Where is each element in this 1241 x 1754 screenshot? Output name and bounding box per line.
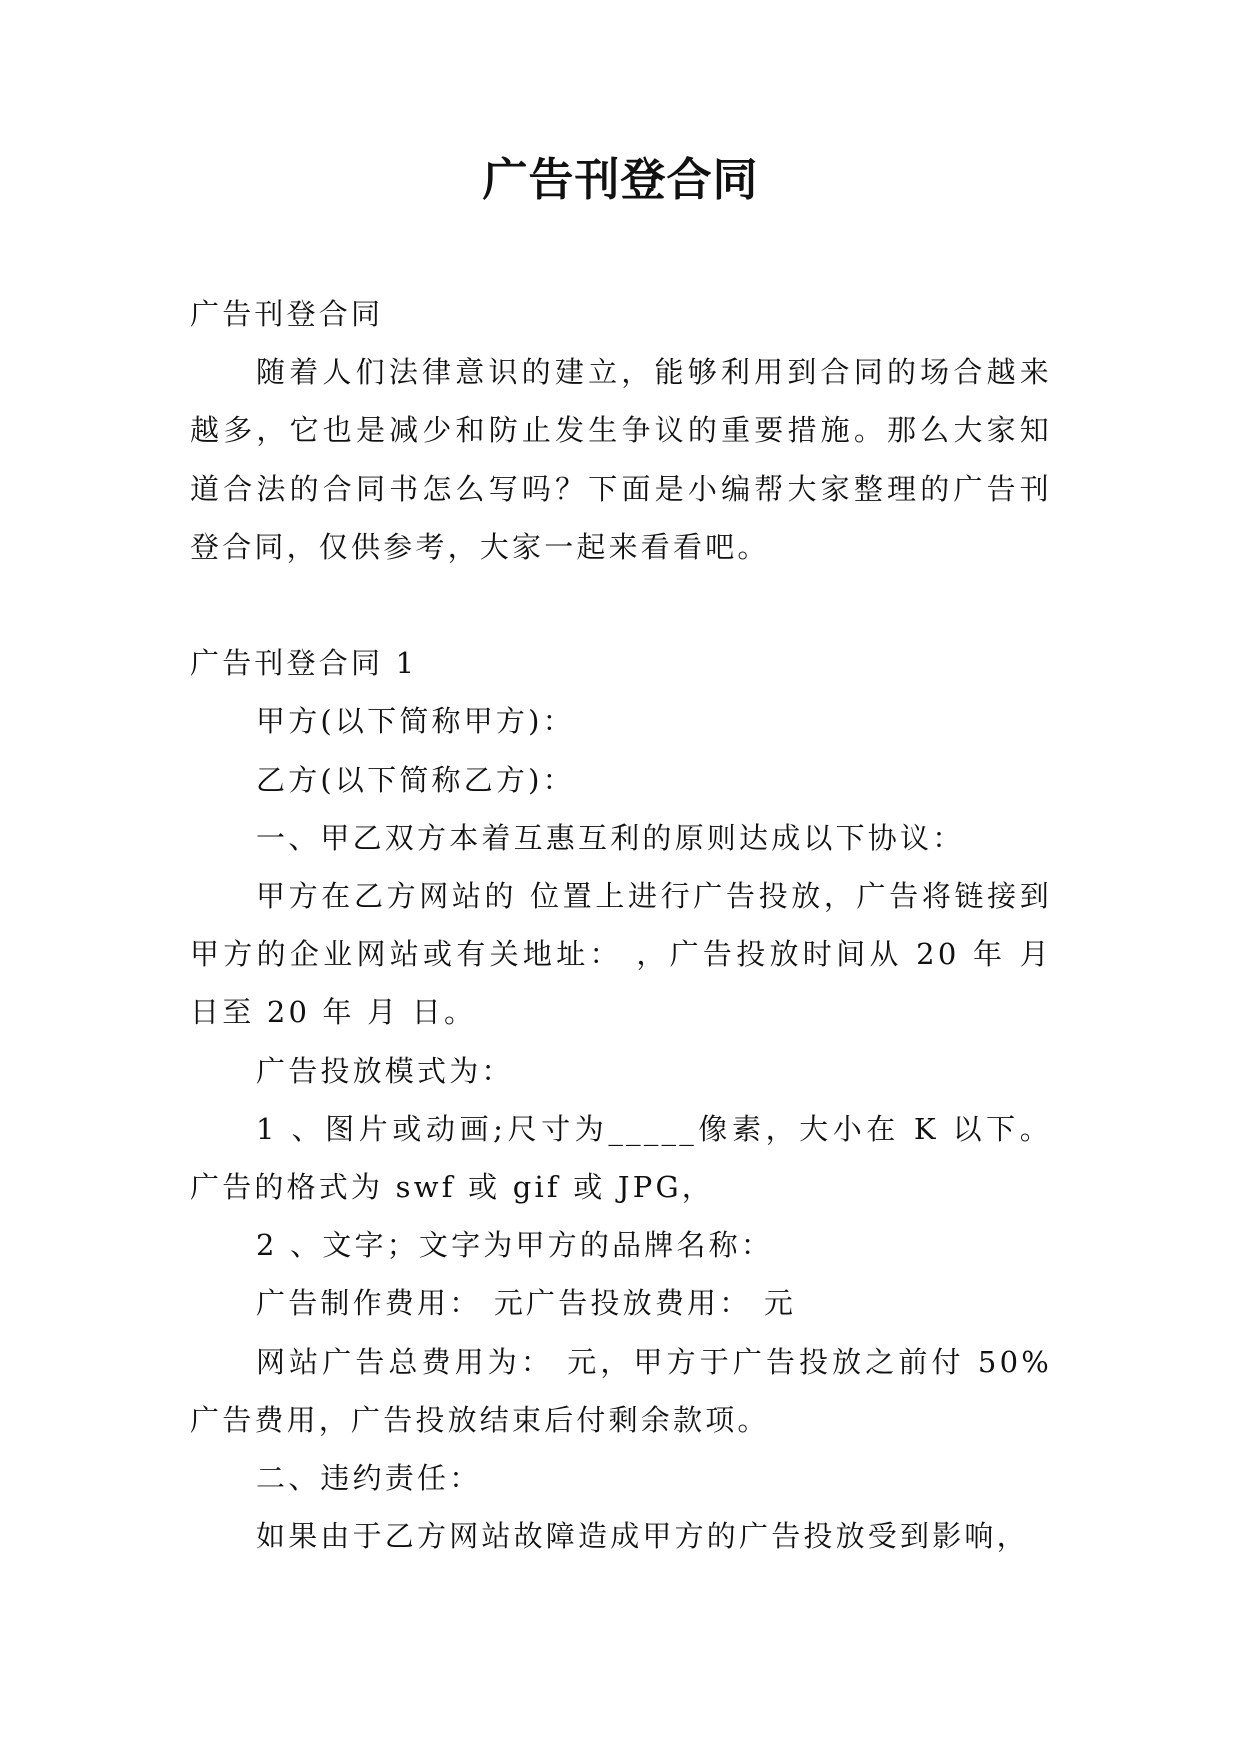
- ad-mode-item-1: 1 、图片或动画;尺寸为_____像素，大小在 K 以下。广告的格式为 swf 或 gif 或 JPG，: [190, 1111, 1052, 1205]
- party-a-line: 甲方(以下简称甲方)：: [256, 704, 575, 739]
- intro-heading: 广告刊登合同: [190, 297, 384, 331]
- clause-1-heading: 一、甲乙双方本着互惠互利的原则达成以下协议：: [256, 820, 965, 855]
- ad-mode-heading: 广告投放模式为：: [256, 1053, 514, 1088]
- document-title: 广告刊登合同: [482, 153, 759, 206]
- document-body: [190, 285, 1052, 1565]
- clause-2-heading: 二、违约责任：: [256, 1461, 482, 1496]
- ad-fee-line: 广告制作费用： 元广告投放费用： 元: [256, 1286, 797, 1321]
- ad-placement-paragraph: 甲方在乙方网站的 位置上进行广告投放，广告将链接到甲方的企业网站或有关地址： ，广告投放时间从 20 年 月 日至 20 年 月 日。: [190, 879, 1052, 1030]
- intro-paragraph: 随着人们法律意识的建立，能够利用到合同的场合越来越多，它也是减少和防止发生争议的重要措施。那么大家知道合法的合同书怎么写吗？下面是小编帮大家整理的广告刊登合同，仅供参考，大家一起来看看吧。: [190, 355, 1052, 564]
- party-b-line: 乙方(以下简称乙方)：: [256, 762, 575, 797]
- section-spacer: [190, 576, 1052, 634]
- ad-mode-item-2: 2 、文字；文字为甲方的品牌名称：: [256, 1228, 774, 1263]
- contract-heading: 广告刊登合同 1: [190, 646, 418, 681]
- liability-paragraph: 如果由于乙方网站故障造成甲方的广告投放受到影响，: [256, 1519, 1029, 1554]
- total-fee-paragraph: 网站广告总费用为： 元，甲方于广告投放之前付 50%广告费用，广告投放结束后付剩余款项。: [190, 1344, 1052, 1437]
